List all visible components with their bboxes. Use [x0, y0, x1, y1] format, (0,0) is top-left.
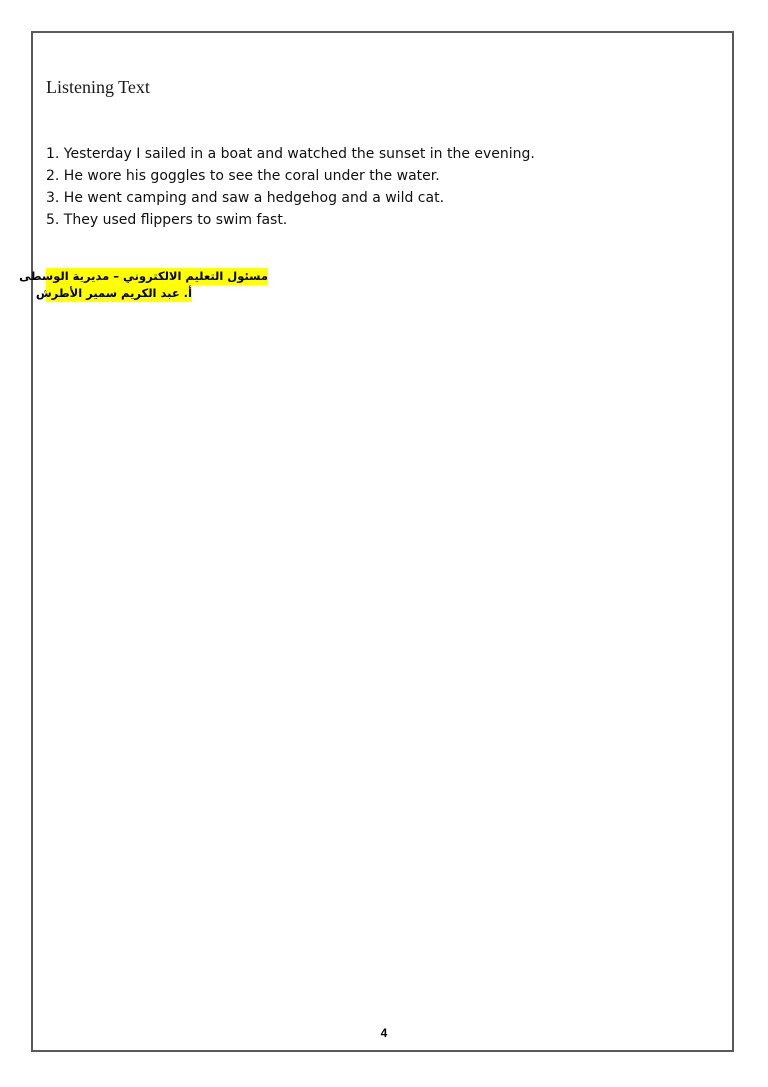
credit-role-line: مسئول التعليم الالكتروني – مديرية الوسطى [19, 269, 268, 283]
sentence-list [46, 143, 535, 231]
sentence-5: 5. They used flippers to swim fast. [46, 212, 288, 228]
credit-name-line: أ. عبد الكريم سمير الأطرش [35, 286, 192, 300]
sentence-2: 2. He wore his goggles to see the coral under the water. [46, 168, 440, 184]
author-credits [19, 268, 268, 302]
page-heading: Listening Text [46, 77, 150, 97]
sentence-1: 1. Yesterday I sailed in a boat and watched the sunset in the evening. [46, 146, 535, 162]
sentence-3: 3. He went camping and saw a hedgehog and a wild cat. [46, 190, 445, 206]
page-number: 4 [380, 1026, 388, 1040]
